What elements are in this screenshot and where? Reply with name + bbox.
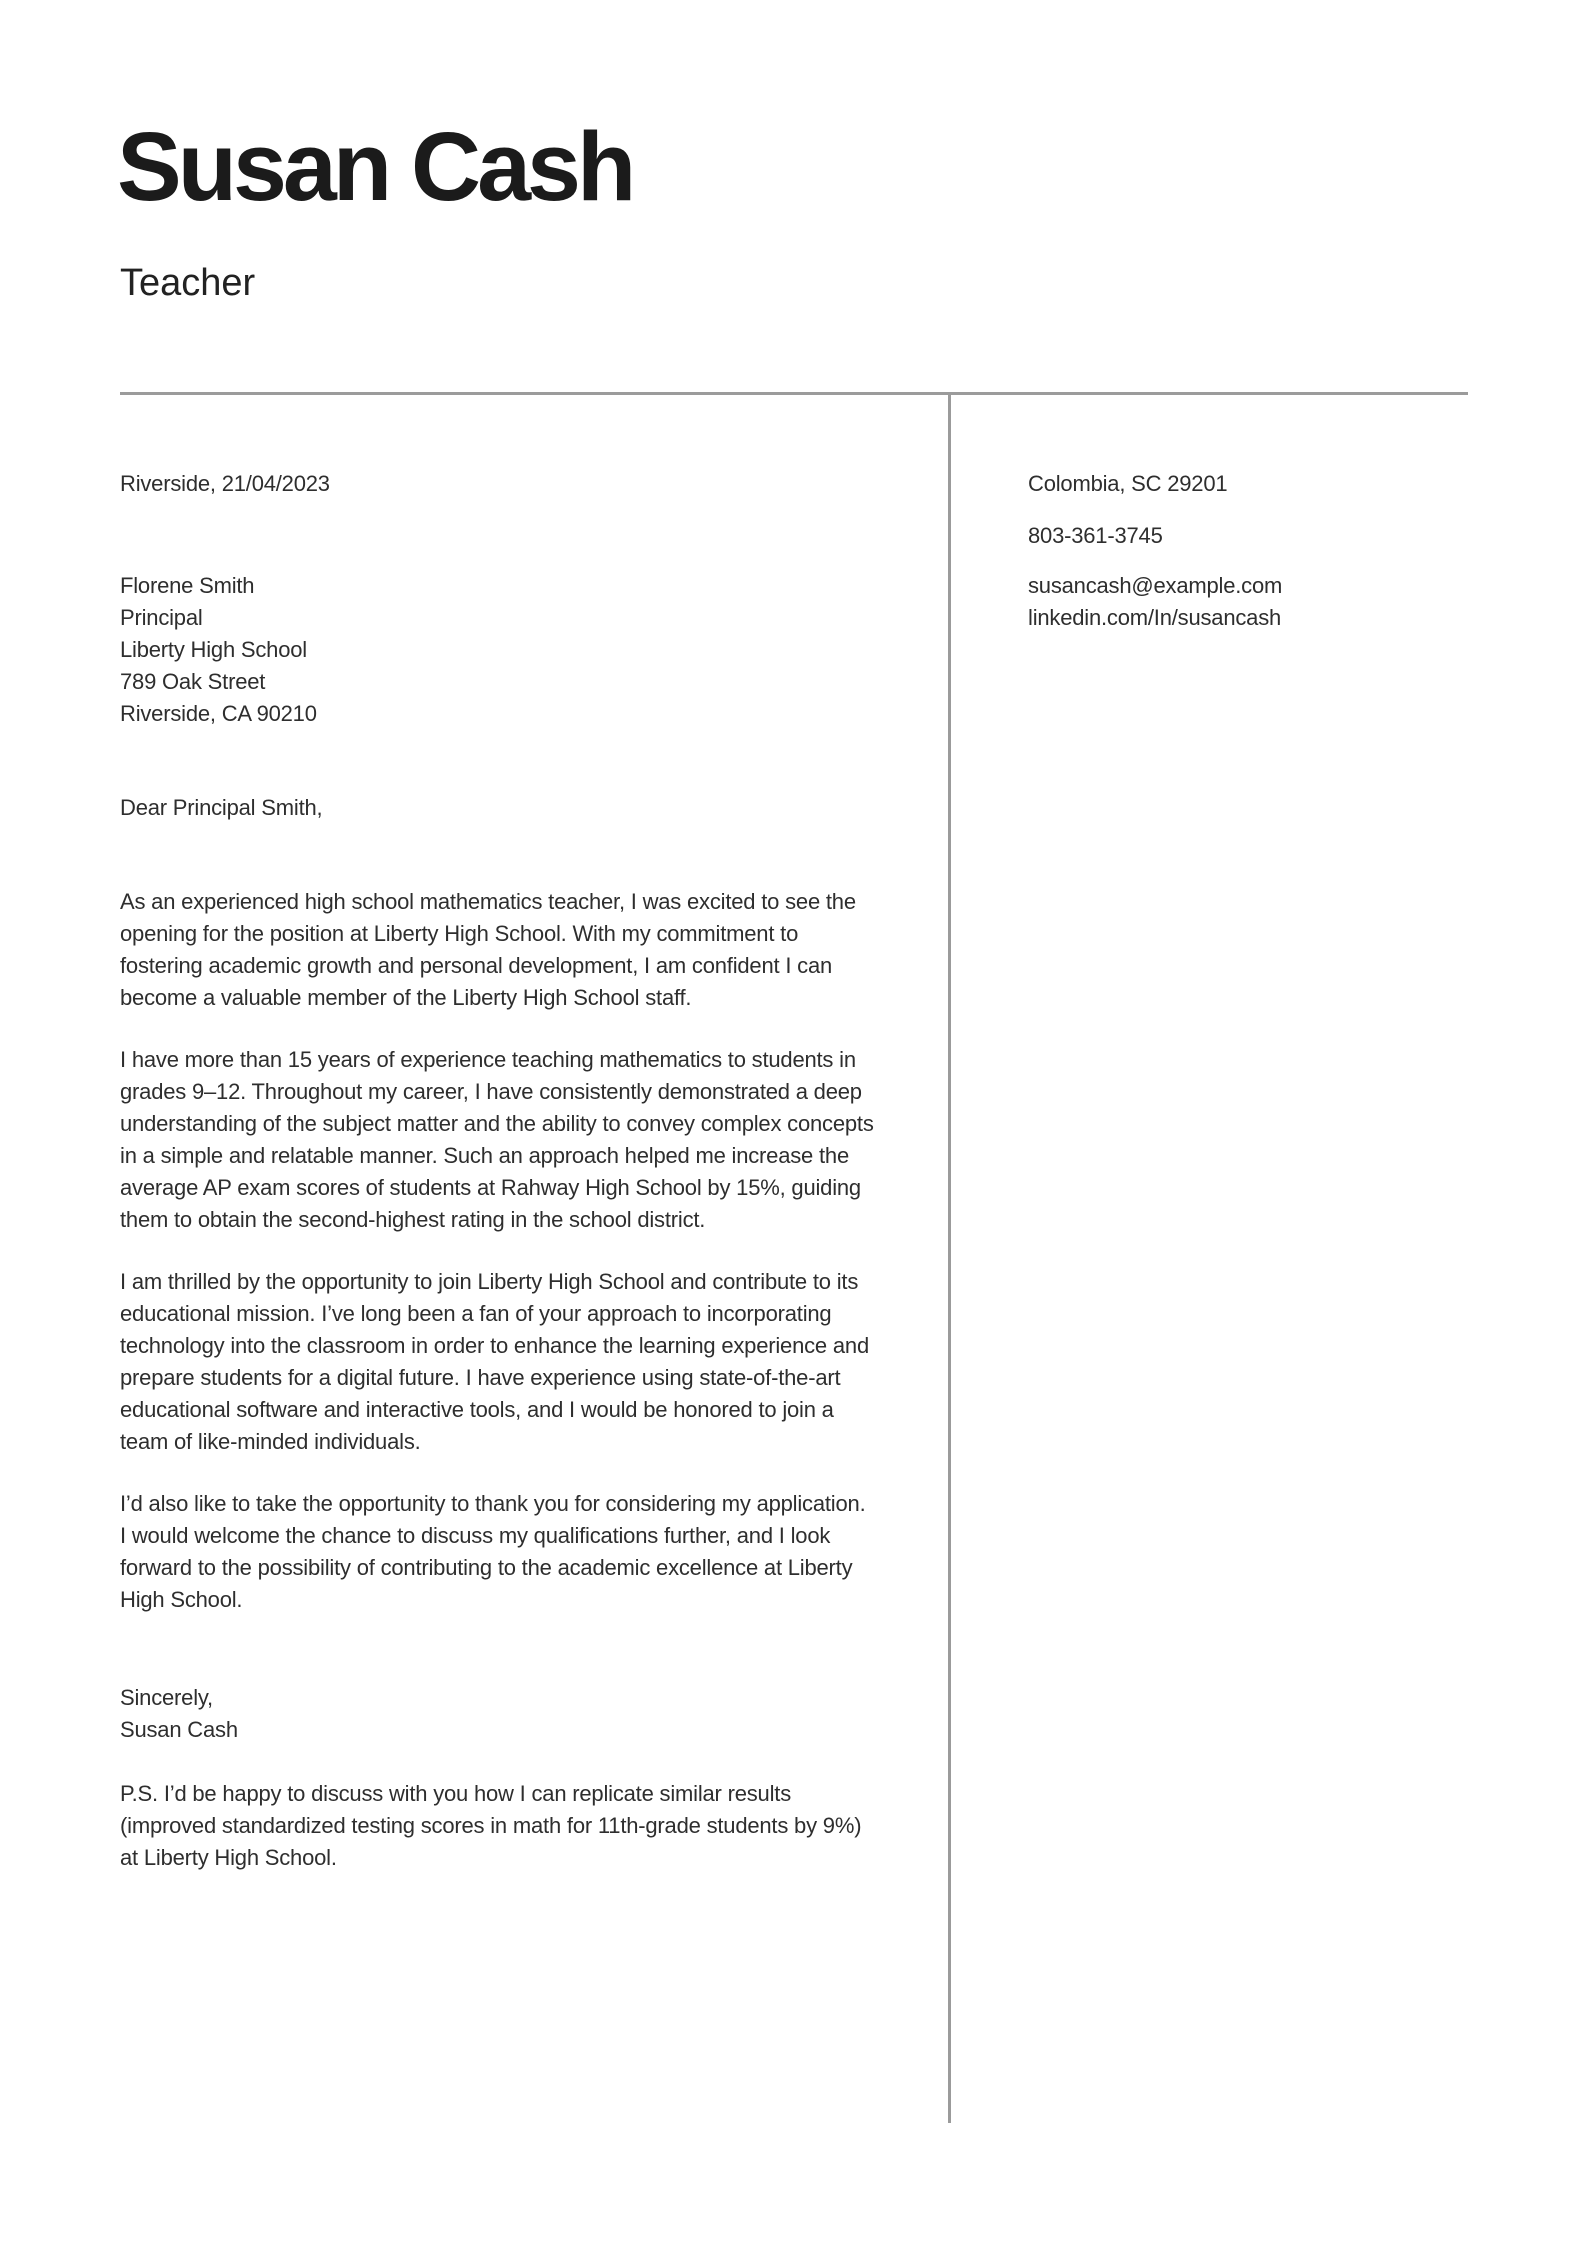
contact-column <box>1028 394 1468 634</box>
recipient-city: Riverside, CA 90210 <box>120 701 317 726</box>
body-paragraph: I have more than 15 years of experience teaching mathematics to students in grades 9–12. Throughout my career, I have consistently demonstrated a deep understanding of the subject matter and the ability to convey complex concepts in a simple and relatable manner. Such an approach helped me increase the average AP exam scores of students at Rahway High School by 15%, guiding them to obtain the second-highest rating in the school district. <box>120 1047 874 1232</box>
signature-block <box>120 1682 876 1746</box>
postscript: P.S. I’d be happy to discuss with you how I can replicate similar results (improved standardized testing scores in math for 11th-grade students by 9%) at Liberty High School. <box>120 1781 862 1870</box>
recipient-company: Liberty High School <box>120 637 307 662</box>
recipient-name: Florene Smith <box>120 573 255 598</box>
contact-location: Colombia, SC 29201 <box>1028 471 1228 496</box>
contact-phone: 803-361-3745 <box>1028 523 1163 548</box>
person-name: Susan Cash <box>117 112 633 221</box>
salutation: Dear Principal Smith, <box>120 795 323 820</box>
closing: Sincerely, <box>120 1685 213 1710</box>
letter-body-column <box>120 394 876 1874</box>
job-title: Teacher <box>120 262 256 304</box>
body-paragraph: I’d also like to take the opportunity to thank you for considering my application. I would welcome the chance to discuss my qualifications further, and I look forward to the possibility of contributing to the academic excellence at Liberty High School. <box>120 1491 866 1612</box>
contact-linkedin: linkedin.com/In/susancash <box>1028 605 1282 630</box>
recipient-block <box>120 570 876 730</box>
body-paragraph: I am thrilled by the opportunity to join Liberty High School and contribute to its educational mission. I’ve long been a fan of your approach to incorporating technology into the classroom in order to enhance the learning experience and prepare students for a digital future. I have experience using state-of-the-art educational software and interactive tools, and I would be honored to join a team of like-minded individuals. <box>120 1269 869 1454</box>
contact-email: susancash@example.com <box>1028 573 1283 598</box>
signature-name: Susan Cash <box>120 1717 238 1742</box>
body-paragraph: As an experienced high school mathematics teacher, I was excited to see the opening for the position at Liberty High School. With my commitment to fostering academic growth and personal development, I am confident I can become a valuable member of the Liberty High School staff. <box>120 889 856 1010</box>
vertical-divider <box>948 394 951 2123</box>
date-line: Riverside, 21/04/2023 <box>120 471 330 496</box>
recipient-street: 789 Oak Street <box>120 669 266 694</box>
recipient-role: Principal <box>120 605 203 630</box>
